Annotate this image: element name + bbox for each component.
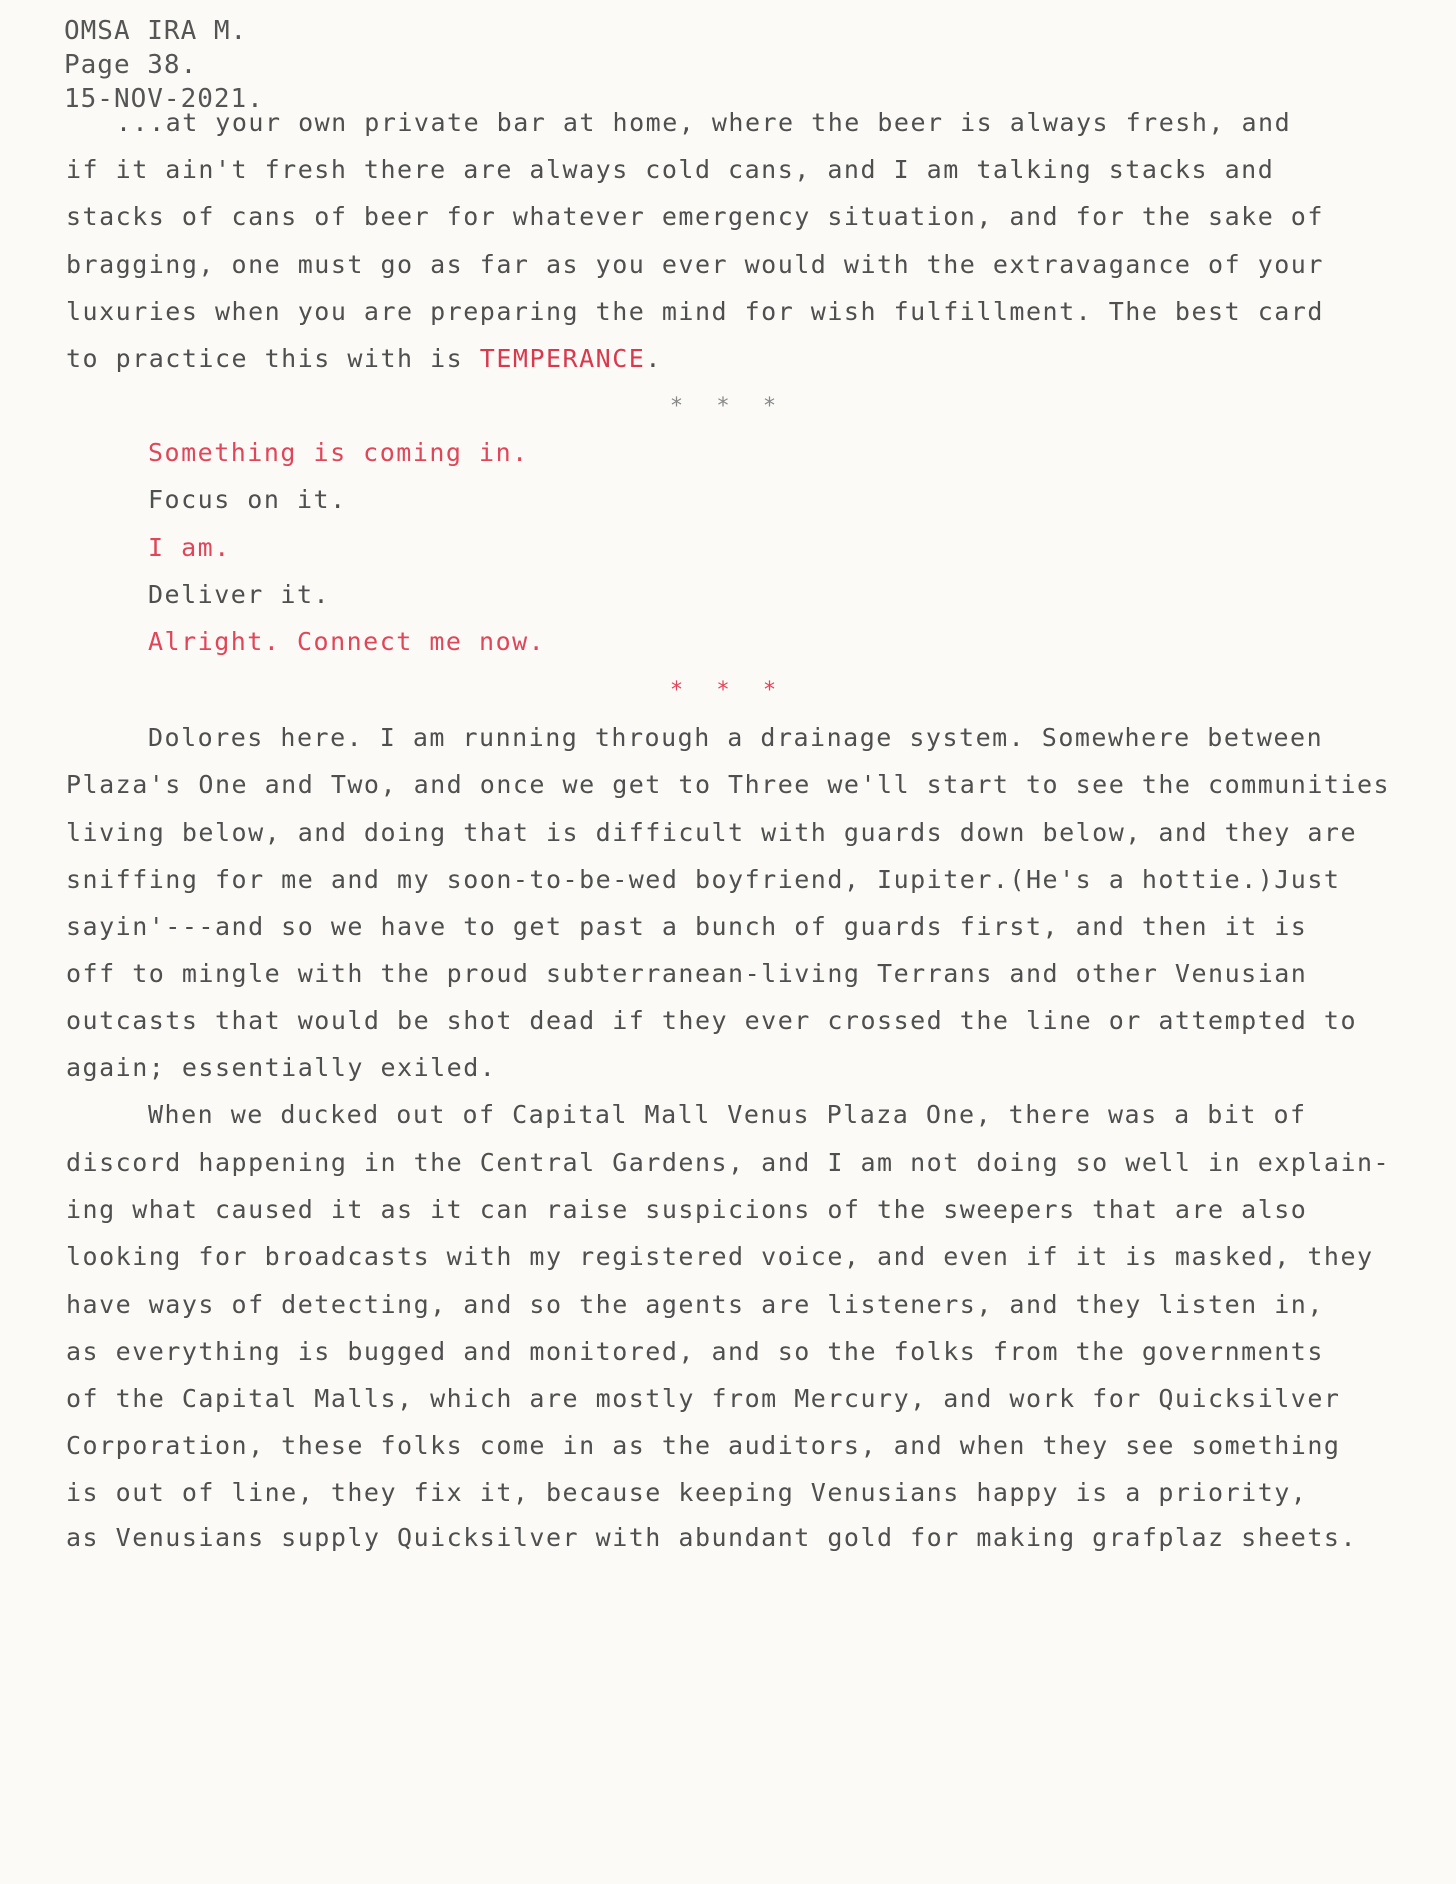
text-line: ...at your own private bar at home, where the beer is always fresh, and xyxy=(116,108,1292,137)
text-line: looking for broadcasts with my registered voice, and even if it is masked, they xyxy=(66,1242,1374,1271)
text-line-suffix: . xyxy=(645,344,662,373)
text-line: discord happening in the Central Gardens, and I am not doing so well in explain- xyxy=(66,1148,1391,1177)
page-number: Page 38. xyxy=(64,50,198,80)
dialogue-line: Deliver it. xyxy=(148,580,331,609)
text-line: again; essentially exiled. xyxy=(66,1053,497,1082)
text-line: When we ducked out of Capital Mall Venus Plaza One, there was a bit of xyxy=(148,1100,1307,1129)
text-line: outcasts that would be shot dead if they ever crossed the line or attempted to xyxy=(66,1006,1357,1035)
dialogue-line: I am. xyxy=(148,533,231,562)
text-line: sniffing for me and my soon-to-be-wed boyfriend, Iupiter.(He's a hottie.)Just xyxy=(66,865,1341,894)
text-line: sayin'---and so we have to get past a bunch of guards first, and then it is xyxy=(66,912,1308,941)
card-name: TEMPERANCE xyxy=(479,344,646,373)
text-line: Plaza's One and Two, and once we get to Three we'll start to see the communities xyxy=(66,770,1391,799)
dialogue-line: Focus on it. xyxy=(148,485,347,514)
text-line-last xyxy=(66,344,662,373)
page-header xyxy=(64,14,264,116)
dialogue-line: Alright. Connect me now. xyxy=(148,627,546,656)
text-line: off to mingle with the proud subterranean-living Terrans and other Venusian xyxy=(66,959,1308,988)
text-line: stacks of cans of beer for whatever emergency situation, and for the sake of xyxy=(66,202,1324,231)
text-line-prefix: to practice this with is xyxy=(66,344,480,373)
text-line: bragging, one must go as far as you ever would with the extravagance of your xyxy=(66,250,1324,279)
text-line: if it ain't fresh there are always cold cans, and I am talking stacks and xyxy=(66,155,1275,184)
text-line: Corporation, these folks come in as the auditors, and when they see something xyxy=(66,1431,1341,1460)
author-name: OMSA IRA M. xyxy=(64,16,248,46)
text-line: living below, and doing that is difficult with guards down below, and they are xyxy=(66,818,1357,847)
text-line: as everything is bugged and monitored, and so the folks from the governments xyxy=(66,1337,1324,1366)
text-line: luxuries when you are preparing the mind for wish fulfillment. The best card xyxy=(66,297,1324,326)
section-separator: * * * xyxy=(669,394,787,419)
text-line: ing what caused it as it can raise suspicions of the sweepers that are also xyxy=(66,1195,1308,1224)
text-line: have ways of detecting, and so the agents are listeners, and they listen in, xyxy=(66,1290,1324,1319)
text-line: is out of line, they fix it, because keeping Venusians happy is a priority, xyxy=(66,1478,1308,1507)
text-line: as Venusians supply Quicksilver with abundant gold for making grafplaz sheets. xyxy=(66,1523,1357,1552)
section-separator: * * * xyxy=(669,678,787,703)
text-line: Dolores here. I am running through a drainage system. Somewhere between xyxy=(148,723,1324,752)
page-date: 15-NOV-2021. xyxy=(64,84,264,114)
dialogue-line: Something is coming in. xyxy=(148,438,529,467)
text-line: of the Capital Malls, which are mostly from Mercury, and work for Quicksilver xyxy=(66,1384,1341,1413)
